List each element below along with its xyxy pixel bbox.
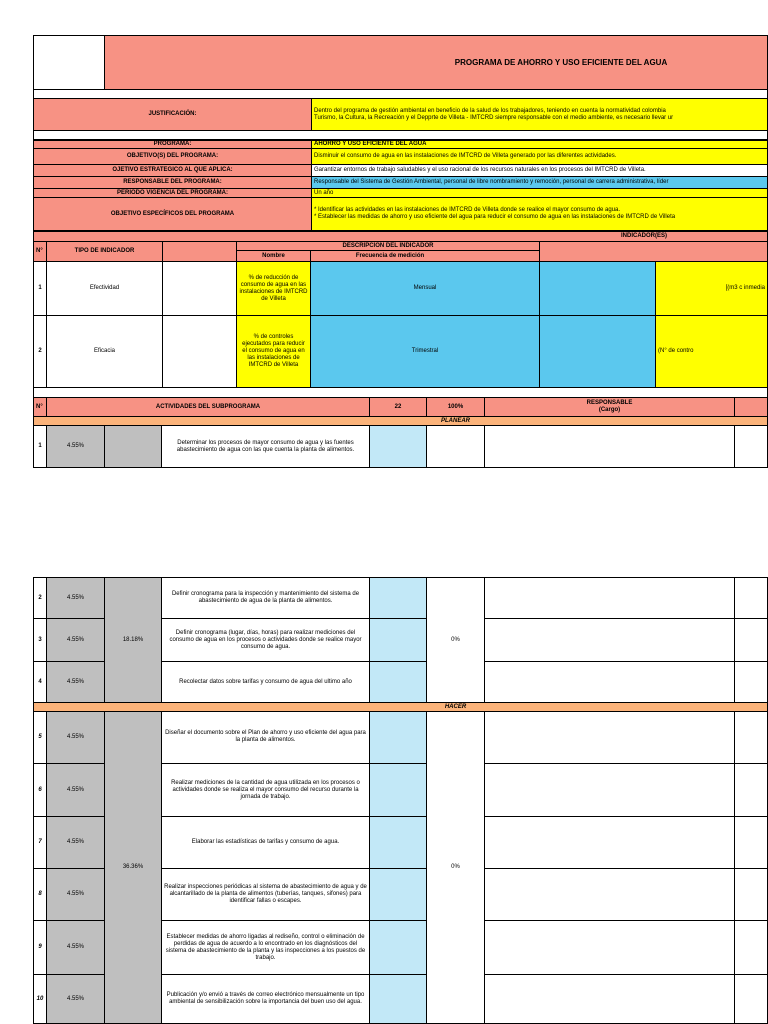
- activity-4-pct: 4.55%: [46, 661, 105, 703]
- activity-2-no: 2: [33, 577, 47, 619]
- activity-9-extra: [734, 920, 768, 975]
- activity-7-extra: [734, 816, 768, 869]
- indicator-2-no: 2: [33, 315, 47, 388]
- justification-text: [311, 98, 768, 131]
- activity-1-pct: 4.55%: [46, 425, 105, 468]
- activity-2-pct: 4.55%: [46, 577, 105, 619]
- logo-box: [33, 35, 105, 90]
- activity-8-no: 8: [33, 868, 47, 921]
- activity-9-count: [369, 920, 427, 975]
- phase-planear: PLANEAR: [33, 416, 768, 426]
- indicator-2-type: Eficacia: [46, 315, 163, 388]
- activity-4-extra: [734, 661, 768, 703]
- indicators-col-name: Nombre: [236, 250, 311, 262]
- indicators-col-formula: [539, 241, 768, 262]
- responsible-sublabel: (Cargo): [598, 407, 621, 413]
- indicators-col-blank: [162, 241, 237, 262]
- activities-count: 22: [369, 397, 427, 417]
- hacer-group-pct: 36.36%: [104, 711, 162, 1024]
- specific-objectives-label: OBJETIVO ESPECÍFICOS DEL PROGRAMA: [33, 197, 312, 231]
- program-label: PROGRAMA:: [33, 140, 312, 149]
- indicator-1-no: 1: [33, 261, 47, 316]
- activity-2-count: [369, 577, 427, 619]
- activity-7-responsible: [484, 816, 735, 869]
- activity-7-text: Elaborar las estadísticas de tarifas y consumo de agua.: [161, 816, 370, 869]
- justification-line-2: Turismo, la Cultura, la Recreación y el Depprte de Villeta - IMTCRD siempre responsable con el medio ambiente, es necesario llevar ur: [314, 114, 674, 121]
- activity-5-count: [369, 711, 427, 764]
- activity-9-responsible: [484, 920, 735, 975]
- planear-group-pct: 18.18%: [104, 577, 162, 703]
- indicator-2-blank: [162, 315, 237, 388]
- activity-10-text: Publicación y/o envió a través de correo electrónico mensualmente un tipo ambiental de sensibilización sobre la importancia del buen uso del agua.: [161, 974, 370, 1024]
- activity-2-text: Definir cronograma para la inspección y mantenimiento del sistema de abastecimiento de agua de la planta de alimentos.: [161, 577, 370, 619]
- activity-8-responsible: [484, 868, 735, 921]
- activity-2-responsible: [484, 577, 735, 619]
- activities-col-extra: [734, 397, 768, 417]
- activity-1-text: Determinar los procesos de mayor consumo de agua y las fuentes abastecimiento de agua con las que cuenta la planta de alimentos.: [161, 425, 370, 468]
- activity-1-no: 1: [33, 425, 47, 468]
- spacer-row: [33, 130, 768, 140]
- indicator-1-blank: [162, 261, 237, 316]
- responsible-label: RESPONSABLE DEL PROGRAMA:: [33, 176, 312, 189]
- indicator-1-blue: [539, 261, 656, 316]
- activity-6-count: [369, 763, 427, 817]
- period-label: PERIODO VIGENCIA DEL PROGRAMA:: [33, 188, 312, 198]
- activity-3-pct: 4.55%: [46, 618, 105, 662]
- indicator-2-formula: (N° de contro: [655, 315, 768, 388]
- activities-col-no: N°: [33, 397, 47, 417]
- activity-6-pct: 4.55%: [46, 763, 105, 817]
- indicators-col-type: TIPO DE INDICADOR: [46, 241, 163, 262]
- activity-3-text: Definir cronograma (lugar, días, horas) para realizar mediciones del consumo de agua en los procesos o actividades donde se realice mayor consumo de agua.: [161, 618, 370, 662]
- activity-8-extra: [734, 868, 768, 921]
- activities-col-title: ACTIVIDADES DEL SUBPROGRAMA: [46, 397, 370, 417]
- activity-4-responsible: [484, 661, 735, 703]
- activity-8-count: [369, 868, 427, 921]
- activity-6-text: Realizar mediciones de la cantidad de agua utilizada en los procesos o actividades donde se realiza el mayor consumo del recurso durante la jornada de trabajo.: [161, 763, 370, 817]
- indicator-1-type: Efectividad: [46, 261, 163, 316]
- activity-4-count: [369, 661, 427, 703]
- indicator-1-name: % de reducción de consumo de agua en las instalaciones de IMTCRD de Villeta: [236, 261, 311, 316]
- activity-5-responsible: [484, 711, 735, 764]
- activity-4-no: 4: [33, 661, 47, 703]
- hacer-group-progress: 0%: [426, 711, 485, 1024]
- activity-1-progress: [426, 425, 485, 468]
- justification-line-1: Dentro del programa de gestión ambiental en beneficio de la salud de los trabajadores, teniendo en cuenta la normatividad colombia: [314, 107, 666, 114]
- specific-objective-2: * Establecer las medidas de ahorro y uso eficiente del agua para reducir el consumo de agua en las instalaciones de IMTCRD de Villeta: [314, 214, 676, 220]
- activity-8-text: Realizar inspecciones periódicas al sistema de abastecimiento de agua y de alcantarillado de la planta de alimentos (tuberías, tanques, sifones) para identificar fallas o escapes.: [161, 868, 370, 921]
- activity-6-extra: [734, 763, 768, 817]
- activity-6-no: 6: [33, 763, 47, 817]
- activity-9-no: 9: [33, 920, 47, 975]
- indicator-1-frequency: Mensual: [310, 261, 540, 316]
- activity-2-extra: [734, 577, 768, 619]
- indicators-header: INDICADOR(ES): [33, 231, 768, 242]
- objective-label: OBJETIVO(S) DEL PROGRAMA:: [33, 148, 312, 165]
- activity-10-count: [369, 974, 427, 1024]
- activity-5-pct: 4.55%: [46, 711, 105, 764]
- objective-value: Disminuir el consumo de agua en las instalaciones de IMTCRD de Villeta generado por las diferentes actividades.: [311, 148, 768, 165]
- activity-5-no: 5: [33, 711, 47, 764]
- specific-objective-1: * Identificar las actividades en las instalaciones de IMTCRD de Villeta donde se realice el mayor consumo de agua.: [314, 207, 621, 213]
- activity-5-text: Diseñar el documento sobre el Plan de ahorro y uso eficiente del agua para la planta de alimentos.: [161, 711, 370, 764]
- period-value: Un año: [311, 188, 768, 198]
- indicators-col-desc: DESCRIPCION DEL INDICADOR: [236, 241, 540, 251]
- activity-1-responsible: [484, 425, 735, 468]
- activity-3-extra: [734, 618, 768, 662]
- responsible-value: Responsable del Sistema de Gestión Ambiental, personal de libre nombramiento y remoción, personal de carrera administrativa, líder: [311, 176, 768, 189]
- activities-col-responsible: [484, 397, 735, 417]
- planear-group-progress: 0%: [426, 577, 485, 703]
- activities-total-pct: 100%: [426, 397, 485, 417]
- activity-9-pct: 4.55%: [46, 920, 105, 975]
- strategic-objective-value: Garantizar entornos de trabajo saludables y el uso racional de los recursos naturales en los procesos del IMTCRD de Villeta.: [311, 164, 768, 177]
- activity-6-responsible: [484, 763, 735, 817]
- activity-10-pct: 4.55%: [46, 974, 105, 1024]
- activity-9-text: Establecer medidas de ahorro ligadas al rediseño, control o eliminación de perdidas de agua de acuerdo a lo encontrado en los diagnósticos del sistema de abastecimiento de la planta y las inspecciones a los puestos de trabajo.: [161, 920, 370, 975]
- indicator-2-name: % de controles ejecutados para reducir el consumo de agua en las instalaciones de IMTCRD de Villeta: [236, 315, 311, 388]
- activity-10-no: 10: [33, 974, 47, 1024]
- program-value: AHORRO Y USO EFICIENTE DEL AGUA: [311, 140, 768, 149]
- activity-5-extra: [734, 711, 768, 764]
- activity-7-pct: 4.55%: [46, 816, 105, 869]
- activity-3-no: 3: [33, 618, 47, 662]
- activity-7-count: [369, 816, 427, 869]
- indicator-1-formula: [(m3 c inmedia: [655, 261, 768, 316]
- strategic-objective-label: OJETIVO ESTRATEGICO AL QUE APLICA:: [33, 164, 312, 177]
- specific-objectives-text: [311, 197, 768, 231]
- activity-8-pct: 4.55%: [46, 868, 105, 921]
- activity-1-count: [369, 425, 427, 468]
- indicators-col-no: N°: [33, 241, 47, 262]
- activity-10-responsible: [484, 974, 735, 1024]
- activity-3-responsible: [484, 618, 735, 662]
- justification-label: JUSTIFICACIÓN:: [33, 98, 312, 131]
- indicators-col-freq: Frecuencia de medición: [310, 250, 540, 262]
- indicator-2-blue: [539, 315, 656, 388]
- indicator-2-frequency: Trimestral: [310, 315, 540, 388]
- phase-hacer: HACER: [33, 702, 768, 712]
- page-title: PROGRAMA DE AHORRO Y USO EFICIENTE DEL AGUA: [104, 35, 768, 90]
- activity-1-group: [104, 425, 162, 468]
- activity-10-extra: [734, 974, 768, 1024]
- activity-4-text: Recolectar datos sobre tarifas y consumo de agua del ultimo año: [161, 661, 370, 703]
- activity-7-no: 7: [33, 816, 47, 869]
- responsible-label: RESPONSABLE: [586, 400, 633, 406]
- activity-1-extra: [734, 425, 768, 468]
- activity-3-count: [369, 618, 427, 662]
